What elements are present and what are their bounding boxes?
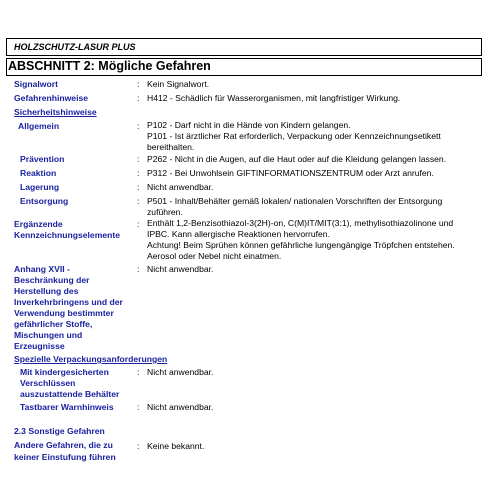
colon: : [137, 93, 140, 103]
kindergesichert-value: Nicht anwendbar. [147, 367, 214, 377]
allgemein-line: P101 - Ist ärztlicher Rat erforderlich, Verpackung oder Kennzeichnungsetikett [147, 131, 441, 141]
entsorgung-label: Entsorgung [20, 196, 69, 206]
andere-label: keiner Einstufung führen [14, 452, 116, 462]
colon: : [137, 79, 140, 89]
colon: : [137, 196, 140, 206]
reaktion-value: P312 - Bei Unwohlsein GIFTINFORMATIONSZENTRUM oder Arzt anrufen. [147, 168, 434, 178]
kindergesichert-label: auszustattende Behälter [20, 389, 120, 399]
allgemein-label: Allgemein [18, 121, 60, 131]
colon: : [137, 264, 140, 274]
ergaenzende-line: Achtung! Beim Sprühen können gefährliche lungengängige Tröpfchen entstehen. [147, 240, 455, 250]
colon: : [137, 182, 140, 192]
kindergesichert-label: Mit kindergesicherten [20, 367, 109, 377]
colon: : [137, 121, 140, 131]
product-name: HOLZSCHUTZ-LASUR PLUS [14, 42, 136, 52]
allgemein-line: bereithalten. [147, 142, 195, 152]
signalwort-label: Signalwort [14, 79, 58, 89]
anhang-label: Inverkehrbringens und der [14, 297, 123, 307]
entsorgung-line: P501 - Inhalt/Behälter gemäß lokalen/ nationalen Vorschriften der Entsorgung [147, 196, 443, 206]
allgemein-line: P102 - Darf nicht in die Hände von Kindern gelangen. [147, 120, 351, 130]
colon: : [137, 154, 140, 164]
andere-label: Andere Gefahren, die zu [14, 440, 113, 450]
praevention-value: P262 - Nicht in die Augen, auf die Haut oder auf die Kleidung gelangen lassen. [147, 154, 447, 164]
tastbarer-value: Nicht anwendbar. [147, 402, 214, 412]
ergaenzende-label: Ergänzende [14, 219, 63, 229]
section-title: ABSCHNITT 2: Mögliche Gefahren [8, 59, 211, 73]
anhang-label: Herstellung des [14, 286, 79, 296]
anhang-label: Verwendung bestimmter [14, 308, 114, 318]
sicherheitshinweise-heading: Sicherheitshinweise [14, 107, 97, 117]
sonstige-heading: 2.3 Sonstige Gefahren [14, 426, 105, 436]
spezielle-heading: Spezielle Verpackungsanforderungen [14, 354, 168, 364]
anhang-label: gefährlicher Stoffe, [14, 319, 93, 329]
ergaenzende-line: Enthält 1,2-Benzisothiazol-3(2H)-on, C(M)IT/MIT(3:1), methylisothiazolinone und [147, 218, 454, 228]
tastbarer-label: Tastbarer Warnhinweis [20, 402, 114, 412]
lagerung-label: Lagerung [20, 182, 60, 192]
gefahrenhinweise-value: H412 - Schädlich für Wasserorganismen, mit langfristiger Wirkung. [147, 93, 401, 103]
entsorgung-line: zuführen. [147, 207, 183, 217]
anhang-value: Nicht anwendbar. [147, 264, 214, 274]
anhang-label: Beschränkung der [14, 275, 90, 285]
colon: : [137, 402, 140, 412]
kindergesichert-label: Verschlüssen [20, 378, 76, 388]
colon: : [137, 367, 140, 377]
signalwort-value: Kein Signalwort. [147, 79, 210, 89]
praevention-label: Prävention [20, 154, 65, 164]
andere-value: Keine bekannt. [147, 441, 205, 451]
lagerung-value: Nicht anwendbar. [147, 182, 214, 192]
ergaenzende-label: Kennzeichnungselemente [14, 230, 121, 240]
colon: : [137, 168, 140, 178]
colon: : [137, 441, 140, 451]
anhang-label: Mischungen und [14, 330, 83, 340]
anhang-label: Anhang XVII - [14, 264, 70, 274]
colon: : [137, 219, 140, 229]
ergaenzende-line: IPBC. Kann allergische Reaktionen hervorrufen. [147, 229, 330, 239]
reaktion-label: Reaktion [20, 168, 57, 178]
ergaenzende-line: Aerosol oder Nebel nicht einatmen. [147, 251, 282, 261]
anhang-label: Erzeugnisse [14, 341, 65, 351]
gefahrenhinweise-label: Gefahrenhinweise [14, 93, 89, 103]
